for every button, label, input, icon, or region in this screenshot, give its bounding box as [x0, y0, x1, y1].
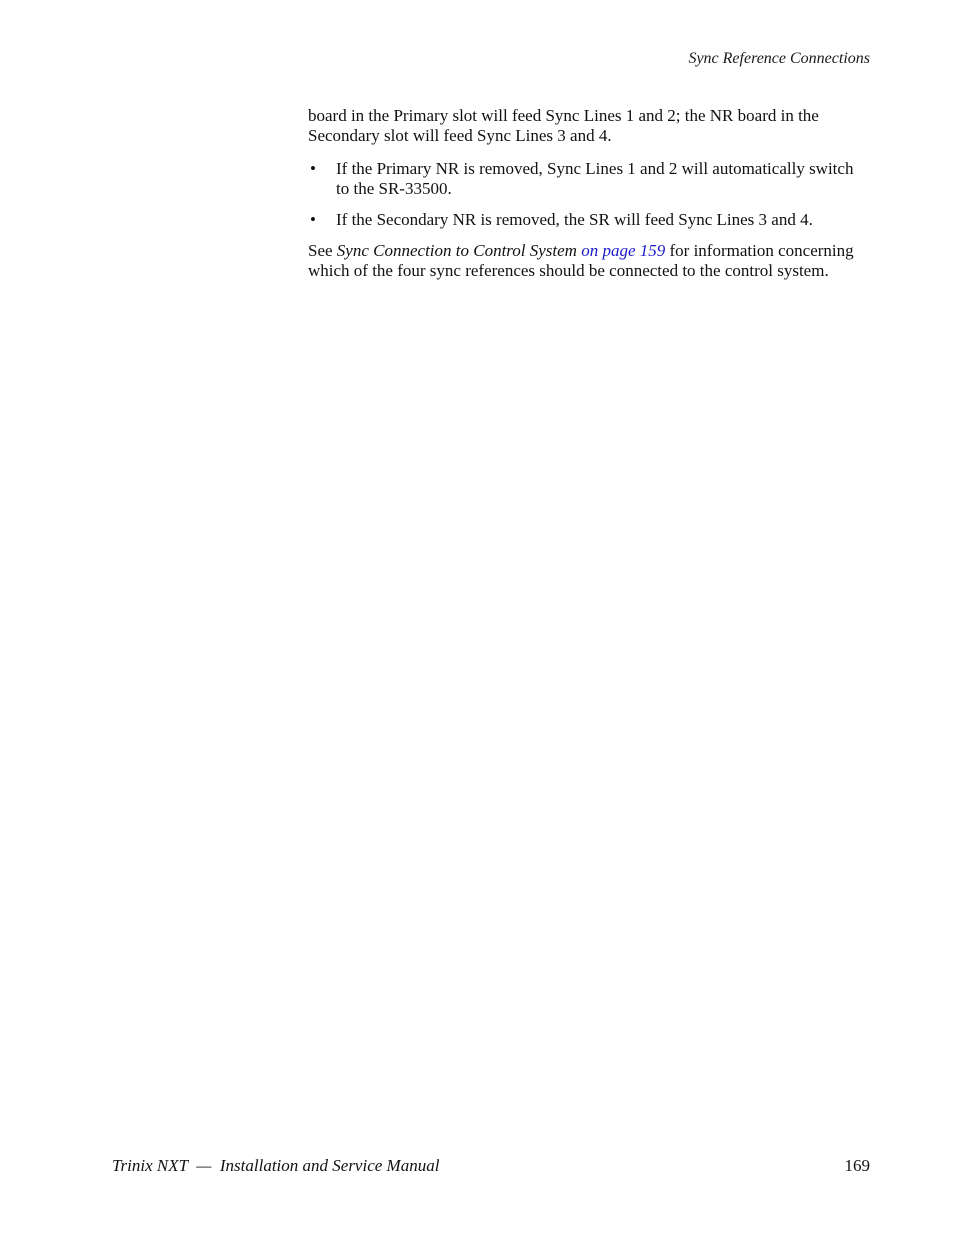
bullet-list	[308, 159, 870, 230]
footer-product-name: Trinix NXT	[112, 1156, 188, 1175]
bullet-marker: •	[310, 159, 316, 178]
page-footer	[112, 1156, 870, 1176]
footer-manual-title	[112, 1156, 439, 1176]
bullet-marker: •	[310, 210, 316, 229]
footer-separator: —	[187, 1156, 220, 1175]
bullet-text: If the Secondary NR is removed, the SR will feed Sync Lines 3 and 4.	[336, 210, 813, 229]
running-header-title: Sync Reference Connections	[688, 50, 870, 67]
page-number: 169	[844, 1156, 870, 1175]
see-also-paragraph	[308, 241, 870, 281]
bullet-text: If the Primary NR is removed, Sync Lines 1 and 2 will automatically switch to the SR-33500.	[336, 159, 854, 198]
page-reference-link[interactable]: on page 159	[581, 241, 666, 260]
see-suffix: for information concerning which of the four sync references should be connected to the control system.	[308, 241, 854, 280]
bullet-item-primary	[308, 159, 870, 199]
body-content	[308, 106, 870, 294]
paragraph-continued: board in the Primary slot will feed Sync Lines 1 and 2; the NR board in the Secondary slot will feed Sync Lines 3 and 4.	[308, 106, 819, 145]
cross-reference-title: Sync Connection to Control System	[336, 241, 577, 260]
footer-manual-name: Installation and Service Manual	[219, 1156, 440, 1175]
bullet-item-secondary	[308, 210, 870, 230]
see-prefix: See	[308, 241, 337, 260]
